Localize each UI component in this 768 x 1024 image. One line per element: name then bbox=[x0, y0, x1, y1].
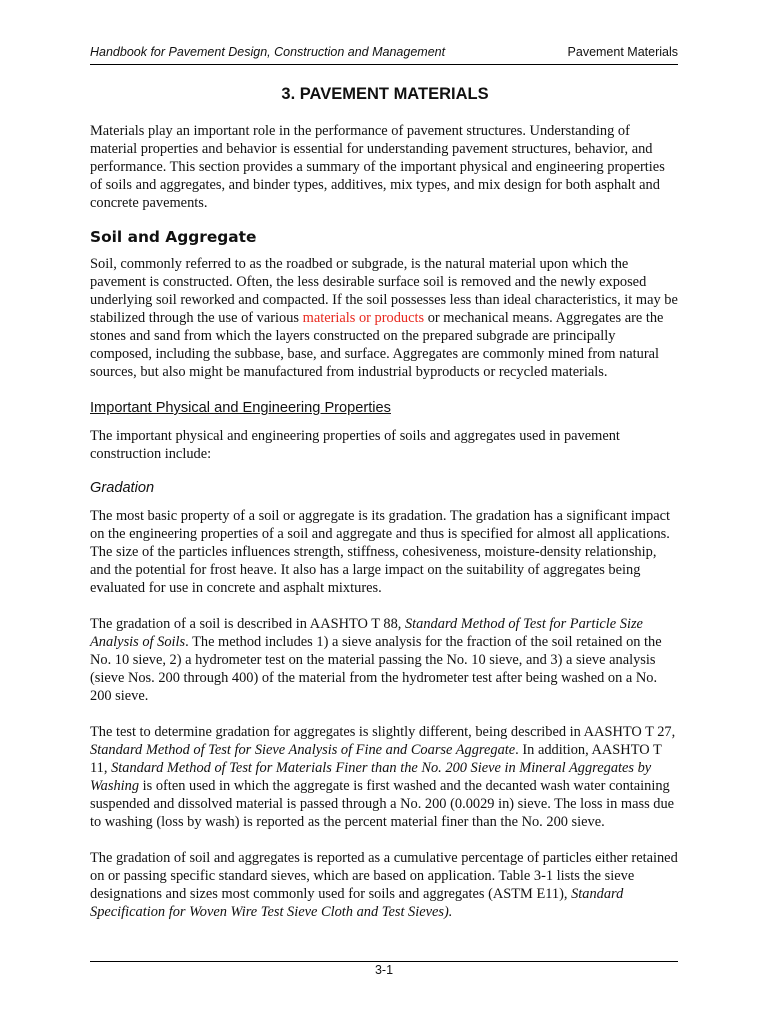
gradation-paragraph-3 bbox=[90, 723, 680, 831]
header-book-title: Handbook for Pavement Design, Construction and Management bbox=[90, 45, 446, 59]
page-number: 3-1 bbox=[374, 963, 394, 977]
aashto-t11-title: Standard Method of Test for Materials Finer than the No. 200 Sieve in Mineral Aggregates by Washing bbox=[90, 760, 652, 794]
soil-paragraph bbox=[90, 255, 680, 381]
soil-paragraph-text: Soil, commonly referred to as the roadbed or subgrade, is the natural material upon which the pavement is constructed. Often, the less desirable surface soil is removed and the newly exposed underlying soil reworked and compacted. If the soil possesses less than ideal characteristics, it may be stabilized through the use of various bbox=[90, 256, 678, 326]
materials-products-link[interactable]: materials or products bbox=[302, 310, 425, 326]
gradation-p3-text-mid: . In addition, AASHTO T 11, bbox=[90, 742, 662, 776]
properties-heading: Important Physical and Engineering Properties bbox=[90, 400, 391, 416]
gradation-heading: Gradation bbox=[90, 480, 155, 496]
gradation-p4-text: The gradation of soil and aggregates is reported as a cumulative percentage of particles either retained on or passing specific standard sieves, which are based on application. Table 3-1 lists the sieve designations and sizes most commonly used for soils and aggregates (ASTM E11), bbox=[90, 850, 678, 902]
aashto-t88-title: Standard Method of Test for Particle Size Analysis of Soils bbox=[90, 616, 643, 650]
page-content bbox=[90, 80, 680, 921]
gradation-p2-text-cont: . The method includes 1) a sieve analysis for the fraction of the soil retained on the No. 10 sieve, 2) a hydrometer test on the material passing the No. 10 sieve, and 3) a sieve analysis (sieve Nos. 200 through 400) of the material from the hydrometer test after being washed on a No. 200 sieve. bbox=[90, 634, 662, 704]
gradation-paragraph-2 bbox=[90, 615, 680, 705]
gradation-p3-text-end: is often used in which the aggregate is first washed and the decanted wash water containing suspended and dissolved material is passed through a No. 200 (0.0029 in) sieve. The loss in mass due to washing (loss by wash) is reported as the percent material finer than the No. 200 sieve. bbox=[90, 778, 675, 830]
intro-paragraph: Materials play an important role in the performance of pavement structures. Understanding of material properties and behavior is essential for understanding pavement structures, behavior, and performance. This section provides a summary of the important physical and engineering properties of soils and aggregates, and binder types, additives, mix types, and mix design for both asphalt and concrete pavements. bbox=[90, 123, 665, 211]
header-chapter-name: Pavement Materials bbox=[567, 45, 678, 59]
gradation-paragraph-4 bbox=[90, 849, 680, 921]
astm-e11-title: Standard Specification for Woven Wire Test Sieve Cloth and Test Sieves). bbox=[90, 886, 624, 920]
gradation-paragraph-1: The most basic property of a soil or aggregate is its gradation. The gradation has a significant impact on the engineering properties of a soil and aggregate and thus is specified for almost all applications. The size of the particles influences strength, stiffness, cohesiveness, moisture-density relationship, and the potential for frost heave. It also has a large impact on the suitability of aggregates being evaluated for use in concrete and asphalt mixtures. bbox=[90, 508, 670, 596]
properties-paragraph: The important physical and engineering properties of soils and aggregates used in pavement construction include: bbox=[90, 428, 620, 462]
page-header bbox=[90, 45, 678, 65]
gradation-p3-text: The test to determine gradation for aggregates is slightly different, being described in AASHTO T 27, bbox=[90, 724, 676, 740]
soil-aggregate-heading: Soil and Aggregate bbox=[90, 228, 257, 246]
chapter-title: 3. PAVEMENT MATERIALS bbox=[281, 85, 489, 103]
aashto-t27-title: Standard Method of Test for Sieve Analysis of Fine and Coarse Aggregate bbox=[90, 742, 516, 758]
soil-paragraph-text-cont: or mechanical means. Aggregates are the stones and sand from which the layers constructed on the prepared subgrade are principally composed, including the subbase, base, and surface. Aggregates are commonly mined from natural sources, but also might be manufactured from industrial byproducts or recycled materials. bbox=[90, 310, 664, 380]
gradation-p2-text: The gradation of a soil is described in AASHTO T 88, bbox=[90, 616, 405, 632]
page-footer bbox=[90, 961, 678, 977]
